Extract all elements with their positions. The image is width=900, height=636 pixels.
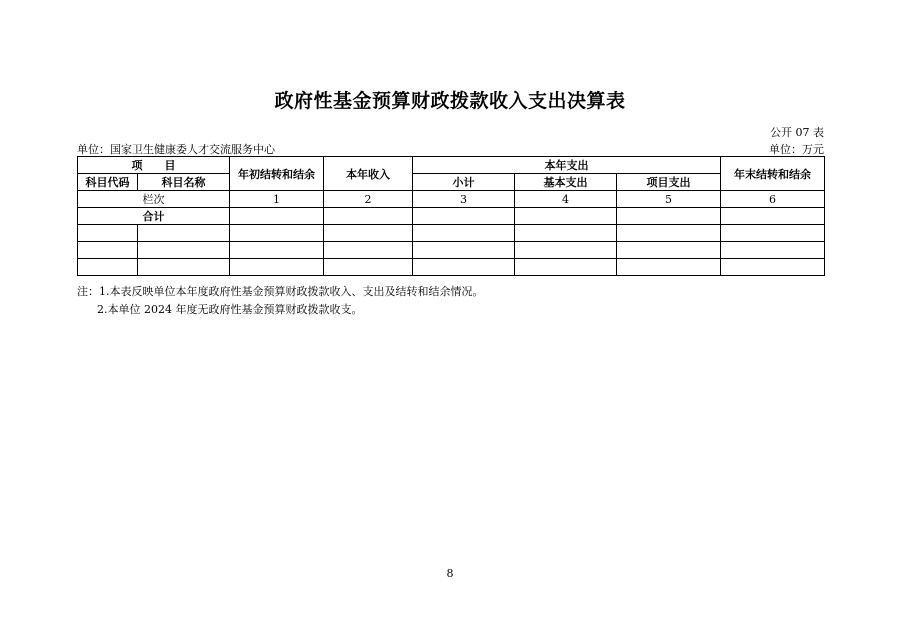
column-number-row — [78, 191, 825, 208]
notes — [77, 283, 484, 319]
table-cell — [413, 259, 515, 276]
table-row — [78, 259, 825, 276]
table-cell — [617, 259, 721, 276]
table-cell — [230, 259, 324, 276]
total-label: 合计 — [78, 208, 230, 225]
table-cell — [78, 259, 138, 276]
header-begin-balance: 年初结转和结余 — [230, 157, 324, 191]
table-cell — [617, 208, 721, 225]
table-cell — [138, 259, 230, 276]
form-code: 公开 07 表 — [770, 126, 824, 139]
table-cell — [324, 208, 413, 225]
header-row-1 — [78, 157, 825, 174]
table-cell — [617, 242, 721, 259]
page-number: 8 — [446, 567, 454, 580]
table-cell — [721, 242, 825, 259]
column-number: 1 — [230, 191, 324, 208]
table-row — [78, 225, 825, 242]
table-cell — [617, 225, 721, 242]
column-number: 5 — [617, 191, 721, 208]
header-end-balance: 年末结转和结余 — [721, 157, 825, 191]
table-cell — [78, 225, 138, 242]
table-cell — [515, 242, 617, 259]
unit-row — [77, 141, 824, 155]
table-cell — [138, 225, 230, 242]
table-cell — [78, 242, 138, 259]
column-number: 2 — [324, 191, 413, 208]
table-cell — [324, 225, 413, 242]
table-cell — [515, 259, 617, 276]
header-code: 科目代码 — [78, 174, 138, 191]
table-row — [78, 242, 825, 259]
header-basic: 基本支出 — [515, 174, 617, 191]
unit-organization: 单位：国家卫生健康委人才交流服务中心 — [77, 143, 275, 156]
table-cell — [230, 208, 324, 225]
header-income: 本年收入 — [324, 157, 413, 191]
page-title: 政府性基金预算财政拨款收入支出决算表 — [274, 90, 626, 112]
header-subtotal: 小计 — [413, 174, 515, 191]
table-cell — [324, 242, 413, 259]
table-cell — [230, 242, 324, 259]
table-cell — [413, 242, 515, 259]
unit-currency: 单位：万元 — [769, 143, 824, 156]
note-1: 注：1.本表反映单位本年度政府性基金预算财政拨款收入、支出及结转和结余情况。 — [77, 285, 484, 298]
header-project: 项目支出 — [617, 174, 721, 191]
header-row-2 — [78, 174, 825, 191]
table-cell — [413, 225, 515, 242]
budget-table — [77, 156, 825, 276]
note-2: 2.本单位 2024 年度无政府性基金预算财政拨款收支。 — [97, 303, 363, 316]
table-cell — [515, 225, 617, 242]
column-number: 3 — [413, 191, 515, 208]
table-cell — [324, 259, 413, 276]
table-cell — [721, 208, 825, 225]
header-expenditure: 本年支出 — [413, 157, 721, 174]
column-number: 6 — [721, 191, 825, 208]
column-row-label: 栏次 — [78, 191, 230, 208]
table-cell — [138, 242, 230, 259]
table-cell — [721, 259, 825, 276]
header-item: 项 目 — [78, 157, 230, 174]
table-cell — [413, 208, 515, 225]
column-number: 4 — [515, 191, 617, 208]
header-name: 科目名称 — [138, 174, 230, 191]
table-cell — [721, 225, 825, 242]
total-row — [78, 208, 825, 225]
table-cell — [515, 208, 617, 225]
table-cell — [230, 225, 324, 242]
